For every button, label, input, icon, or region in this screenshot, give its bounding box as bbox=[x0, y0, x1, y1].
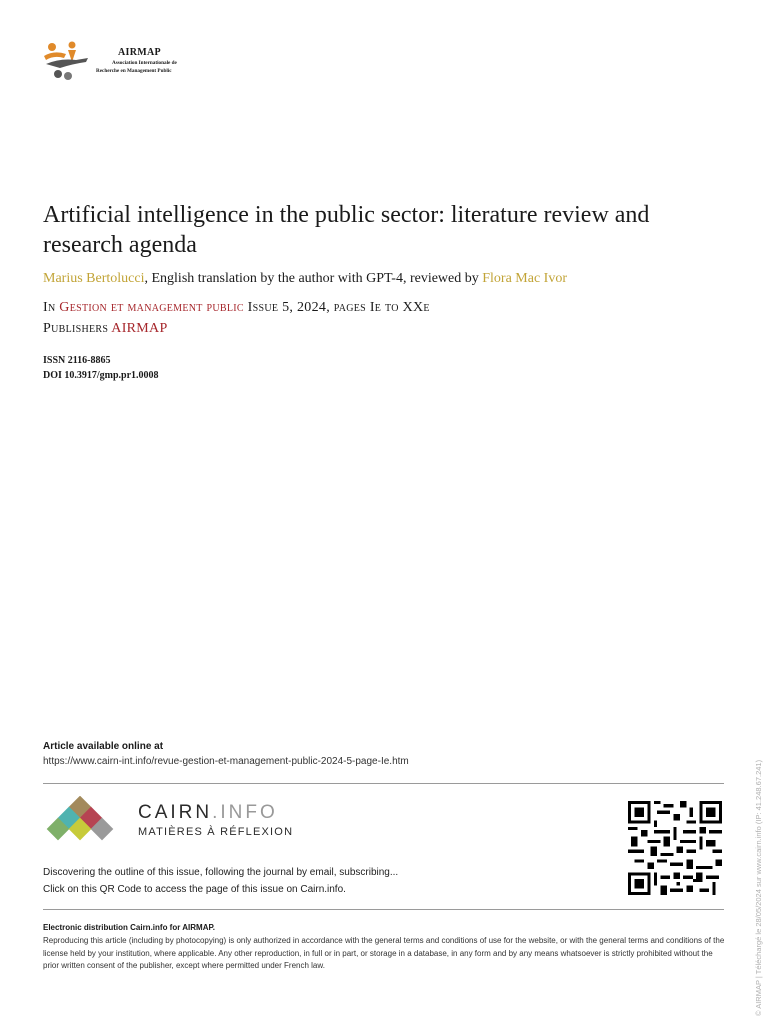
cairn-logo-icon bbox=[42, 796, 128, 850]
author-middle-text: , English translation by the author with GPT-4, reviewed by bbox=[144, 271, 483, 286]
publisher-link[interactable]: AIRMAP bbox=[111, 321, 168, 336]
divider-bottom bbox=[43, 909, 724, 910]
logo-subtitle-2: Recherche en Management Public bbox=[96, 68, 172, 74]
issn: ISSN 2116-8865 bbox=[43, 355, 111, 366]
issue-text: Issue 5, 2024 bbox=[243, 300, 327, 315]
download-watermark: © AIRMAP | Téléchargé le 28/05/2024 sur www.cairn.info (IP: 41.248.67.241) bbox=[754, 759, 763, 1016]
legal-body: Reproducing this article (including by photocopying) is only authorized in accordance with the general terms and conditions of use for the website, or with the general terms and conditions of the license held by your institution, where applicable. Any other reproduction, in full or in part, or storage in a database, in any form and by any means whatsoever is strictly prohibited without the prior written consent of the publisher, except where permitted under French law. bbox=[43, 936, 725, 970]
author-line bbox=[43, 270, 743, 288]
pages-text: , pages Ie to XXe bbox=[326, 300, 430, 315]
author-link[interactable]: Marius Bertolucci bbox=[43, 271, 145, 286]
in-label: In bbox=[43, 300, 60, 315]
publisher-logo bbox=[42, 40, 202, 84]
online-label: Article available online at bbox=[43, 741, 164, 752]
cairn-brand-main: CAIRN bbox=[138, 802, 213, 823]
airmap-logo-icon bbox=[42, 40, 90, 82]
logo-subtitle-1: Association Internationale de bbox=[112, 60, 177, 66]
discover-text: Discovering the outline of this issue, following the journal by email, subscribing... bbox=[43, 867, 399, 878]
journal-link[interactable]: Gestion et management public bbox=[59, 300, 244, 315]
reviewer-link[interactable]: Flora Mac Ivor bbox=[482, 271, 568, 286]
cairn-brand bbox=[138, 802, 278, 824]
qr-instruction-text: Click on this QR Code to access the page of this issue on Cairn.info. bbox=[43, 884, 346, 895]
qr-code-icon[interactable] bbox=[626, 801, 724, 895]
publisher-line bbox=[43, 319, 168, 339]
divider-top bbox=[43, 783, 724, 784]
doi: DOI 10.3917/gmp.pr1.0008 bbox=[43, 370, 159, 381]
article-title: Artificial intelligence in the public sector: literature review and research agenda bbox=[43, 202, 650, 258]
journal-line bbox=[43, 298, 430, 318]
legal-heading: Electronic distribution Cairn.info for AIRMAP. bbox=[43, 923, 216, 932]
logo-name: AIRMAP bbox=[118, 47, 161, 58]
publishers-label: Publishers bbox=[43, 321, 112, 336]
online-url-link[interactable]: https://www.cairn-int.info/revue-gestion-et-management-public-2024-5-page-Ie.htm bbox=[43, 756, 409, 767]
cairn-brand-suffix: .INFO bbox=[212, 802, 278, 823]
cairn-tagline: MATIÈRES À RÉFLEXION bbox=[138, 826, 294, 838]
